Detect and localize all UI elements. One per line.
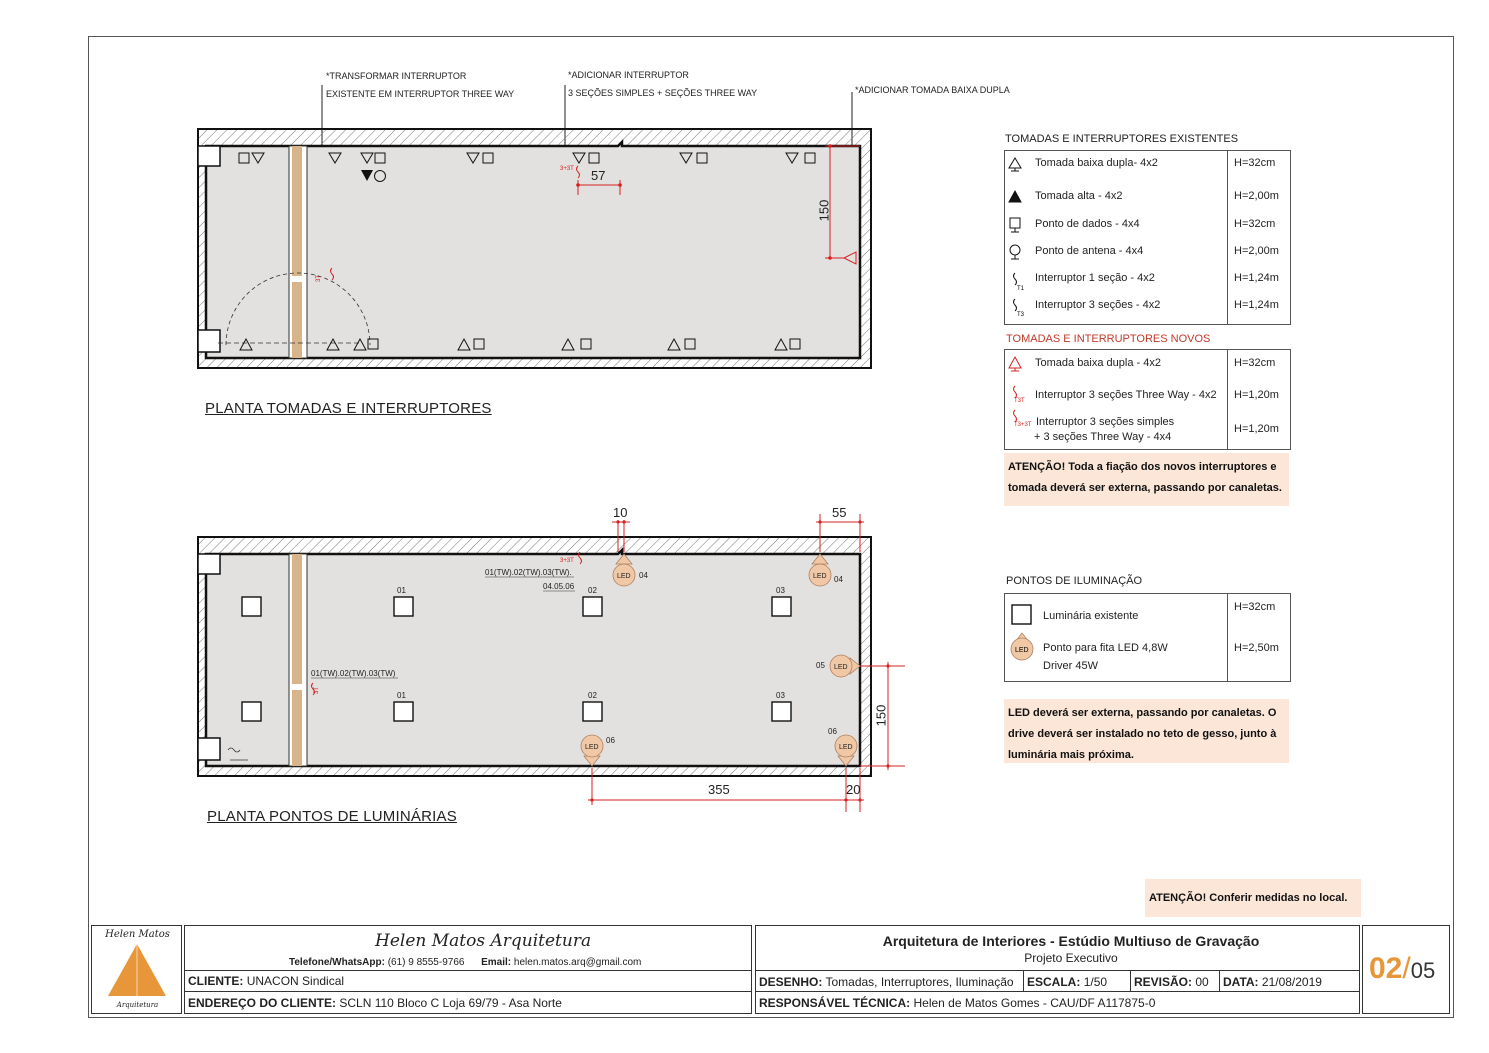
drawing-line: DESENHO: Tomadas, Interruptores, Iluminação [759, 975, 1014, 989]
plan1-dim-57: 57 [591, 168, 606, 183]
plan2-switch-tag2: 3T [314, 686, 320, 694]
lum-label-5: 02 [588, 691, 597, 700]
tomada-baixa-icon [1009, 158, 1021, 168]
led-text-3: LED [834, 664, 848, 671]
legend-light-icons [1005, 594, 1039, 681]
legend-existing-label-5: Interruptor 3 seções - 4x2 [1035, 299, 1161, 311]
led-text-1: LED [617, 573, 631, 580]
plan2-dim-10: 10 [613, 505, 628, 520]
plan1-switch-tag2: 3T [316, 274, 322, 282]
tb-resp-box [755, 991, 1360, 1014]
warning-medidas: ATENÇÃO! Conferir medidas no local. [1145, 879, 1361, 917]
plan1-dim-150: 150 [816, 199, 832, 222]
ponto-dados-icon [1010, 218, 1020, 228]
led-tag-2: 04 [834, 575, 843, 584]
legend-light-h-0: H=32cm [1234, 601, 1276, 613]
tb-project-box [755, 925, 1360, 971]
legend-new-h-0: H=32cm [1234, 357, 1276, 369]
legend-existing-h-1: H=2,00m [1234, 190, 1279, 202]
ponto-antena-icon [1010, 245, 1020, 255]
legend-existing-label-2: Ponto de dados - 4x4 [1035, 218, 1140, 230]
tb-firm-box [184, 925, 752, 971]
plan2-dim-355: 355 [708, 782, 730, 797]
warning-fiacao: ATENÇÃO! Toda a fiação dos novos interruptores e tomada deverá ser externa, passando por canaletas. [1004, 453, 1289, 506]
legend-new-label-1: Interruptor 3 seções Three Way - 4x2 [1035, 389, 1217, 401]
address-line: ENDEREÇO DO CLIENTE: SCLN 110 Bloco C Loja 69/79 - Asa Norte [188, 996, 562, 1010]
tb-drawing-box [755, 970, 1024, 992]
led-text-4: LED [585, 744, 599, 751]
warning-led: LED deverá ser externa, passando por canaletas. O drive deverá ser instalado no teto de gesso, junto à luminária mais próxima. [1004, 699, 1289, 763]
project-sub: Projeto Executivo [1024, 951, 1118, 965]
led-icon-text: LED [1015, 647, 1029, 654]
lum-label-1: 01 [397, 586, 406, 595]
plan2-switch-tag: 3+3T [560, 558, 574, 564]
legend-light-title: PONTOS DE ILUMINAÇÃO [1006, 575, 1143, 587]
firm-contact: Telefone/WhatsApp: (61) 9 8555-9766 Email: helen.matos.arq@gmail.com [289, 957, 642, 968]
legend-existing-h-2: H=32cm [1234, 218, 1276, 230]
client-line: CLIENTE: UNACON Sindical [188, 974, 345, 988]
svg-text:T3+3T: T3+3T [1014, 422, 1032, 428]
legend-new [1004, 349, 1291, 450]
plan1-switch-tag: 3+3T [560, 166, 574, 172]
led-tag-5: 06 [828, 727, 837, 736]
legend-existing [1004, 150, 1291, 325]
legend-light-label-1b: Driver 45W [1043, 660, 1099, 672]
led-text-2: LED [813, 573, 827, 580]
interruptor-1-icon [1014, 273, 1017, 285]
interruptor-3-icon [1014, 299, 1017, 311]
legend-existing-label-3: Ponto de antena - 4x4 [1035, 245, 1144, 257]
circuit-left: 01(TW).02(TW).03(TW) [311, 669, 396, 678]
legend-existing-label-4: Interruptor 1 seção - 4x2 [1035, 272, 1155, 284]
legend-existing-title: TOMADAS E INTERRUPTORES EXISTENTES [1005, 133, 1239, 145]
project-title: Arquitetura de Interiores - Estúdio Multiuso de Gravação [882, 933, 1260, 949]
sheet-number: 02/05 [1369, 952, 1436, 985]
logo-sub: Arquitetura [116, 1001, 159, 1009]
legend-existing-h-4: H=1,24m [1234, 272, 1279, 284]
lum-label-4: 01 [397, 691, 406, 700]
firm-signature: Helen Matos Arquitetura [375, 931, 592, 951]
tb-sheet-box [1362, 925, 1450, 1014]
circuit-top2: 04.05.06 [543, 582, 575, 591]
svg-text:T3T: T3T [1014, 398, 1025, 404]
legend-divider [1227, 151, 1228, 324]
plan2-dim-20: 20 [846, 782, 861, 797]
plan2-dim-150: 150 [873, 704, 889, 727]
legend-light-divider [1227, 594, 1228, 681]
legend-light [1004, 593, 1291, 682]
circuit-top: 01(TW).02(TW).03(TW). [485, 568, 572, 577]
tb-date-box [1219, 970, 1360, 992]
tb-logo-box [91, 925, 182, 1014]
led-tag-1: 04 [639, 571, 648, 580]
legend-light-h-1: H=2,50m [1234, 642, 1279, 654]
legend-new-label-2b: + 3 seções Three Way - 4x4 [1034, 431, 1172, 443]
legend-existing-label-0: Tomada baixa dupla- 4x2 [1035, 157, 1158, 169]
legend-new-title: TOMADAS E INTERRUPTORES NOVOS [1006, 333, 1211, 345]
tb-address-box [184, 991, 752, 1014]
tomada-nova-icon [1009, 357, 1021, 368]
luminaria-icon [1012, 605, 1031, 624]
legend-light-label-1: Ponto para fita LED 4,8W [1043, 642, 1168, 654]
note-adicionar-interruptor: *ADICIONAR INTERRUPTOR 3 SEÇÕES SIMPLES + SEÇÕES THREE WAY [568, 70, 758, 98]
legend-new-divider [1227, 350, 1228, 449]
lum-label-6: 03 [776, 691, 785, 700]
led-tag-4: 06 [606, 736, 615, 745]
tb-scale-box [1023, 970, 1131, 992]
date-line: DATA: 21/08/2019 [1223, 975, 1322, 989]
legend-new-h-2: H=1,20m [1234, 423, 1279, 435]
legend-light-label-0: Luminária existente [1043, 610, 1139, 622]
plan2-title: PLANTA PONTOS DE LUMINÁRIAS [207, 808, 457, 825]
led-tag-3: 05 [816, 661, 825, 670]
led-text-5: LED [839, 744, 853, 751]
interruptor-3-3t-icon [1014, 410, 1017, 422]
note-adicionar-tomada: *ADICIONAR TOMADA BAIXA DUPLA [855, 85, 1010, 95]
legend-existing-h-3: H=2,00m [1234, 245, 1279, 257]
tb-client-box [184, 970, 752, 992]
note-transformar: *TRANSFORMAR INTERRUPTOR EXISTENTE EM INTERRUPTOR THREE WAY [326, 71, 515, 99]
interruptor-3t-icon [1014, 386, 1017, 398]
lum-label-2: 02 [588, 586, 597, 595]
resp-line: RESPONSÁVEL TÉCNICA: Helen de Matos Gomes - CAU/DF A117875-0 [759, 996, 1156, 1010]
legend-new-label-2: Interruptor 3 seções simples [1036, 416, 1175, 428]
lum-label-3: 03 [776, 586, 785, 595]
legend-new-h-1: H=1,20m [1234, 389, 1279, 401]
logo-text: Helen Matos [105, 929, 170, 940]
plan1-title: PLANTA TOMADAS E INTERRUPTORES [205, 400, 492, 417]
svg-text:T3: T3 [1017, 312, 1025, 318]
plan2-dim-55: 55 [832, 505, 847, 520]
legend-existing-label-1: Tomada alta - 4x2 [1035, 190, 1123, 202]
svg-text:T1: T1 [1017, 286, 1025, 292]
legend-new-icons [1005, 350, 1037, 449]
tb-revision-box [1130, 970, 1220, 992]
legend-existing-icons [1005, 151, 1035, 324]
revision-line: REVISÃO: 00 [1134, 975, 1209, 989]
tomada-alta-icon [1009, 191, 1021, 202]
legend-new-label-0: Tomada baixa dupla - 4x2 [1035, 357, 1161, 369]
legend-existing-h-5: H=1,24m [1234, 299, 1279, 311]
legend-existing-h-0: H=32cm [1234, 157, 1276, 169]
scale-line: ESCALA: 1/50 [1027, 975, 1108, 989]
